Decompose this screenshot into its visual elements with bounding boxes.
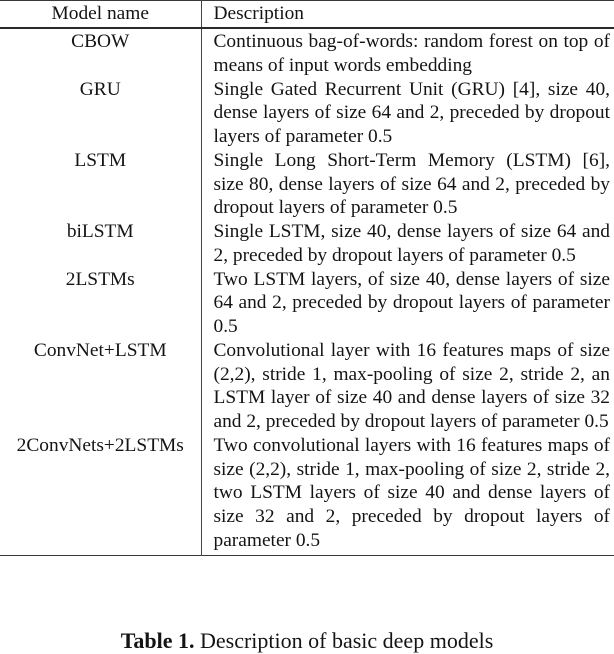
table-row — [0, 434, 614, 555]
column-header-model-name: Model name — [0, 1, 201, 29]
table-row — [0, 78, 614, 149]
model-name-cell: CBOW — [0, 28, 201, 78]
caption-text: Description of basic deep models — [194, 628, 494, 653]
description-cell: Single Gated Recurrent Unit (GRU) [4], size 40, dense layers of size 64 and 2, preceded by dropout layers of parameter 0.5 — [213, 78, 610, 147]
model-name-cell: biLSTM — [0, 220, 201, 268]
description-cell: Two convolutional layers with 16 features maps of size (2,2), stride 1, max-pooling of size 2, stride 2, two LSTM layers of size 40 and dense layers of size 32 and 2, preceded by dropout layers of parameter 0.5 — [213, 434, 610, 551]
table-row — [0, 149, 614, 220]
description-cell: Two LSTM layers, of size 40, dense layers of size 64 and 2, preceded by dropout layers of parameter 0.5 — [213, 268, 610, 337]
model-name-cell: 2LSTMs — [0, 268, 201, 339]
description-cell: Convolutional layer with 16 features maps of size (2,2), stride 1, max-pooling of size 2, stride 2, an LSTM layer of size 40 and dense layers of size 32 and 2, preceded by dropout layers of parameter 0.5 — [213, 339, 610, 432]
model-name-cell: ConvNet+LSTM — [0, 339, 201, 434]
table-header-row — [0, 1, 614, 29]
column-header-description: Description — [213, 3, 304, 25]
description-cell: Continuous bag-of-words: random forest on top of means of input words embedding — [213, 31, 610, 76]
table-row — [0, 339, 614, 434]
table-row — [0, 28, 614, 78]
description-cell: Single LSTM, size 40, dense layers of size 64 and 2, preceded by dropout layers of parameter 0.5 — [213, 221, 610, 266]
caption-label: Table 1. — [120, 628, 195, 653]
table-row — [0, 268, 614, 339]
model-name-cell: 2ConvNets+2LSTMs — [0, 434, 201, 555]
table-caption — [0, 628, 614, 654]
model-name-cell: LSTM — [0, 149, 201, 220]
model-name-cell: GRU — [0, 78, 201, 149]
table-row — [0, 220, 614, 268]
description-cell: Single Long Short-Term Memory (LSTM) [6], size 80, dense layers of size 64 and 2, preceded by dropout layers of parameter 0.5 — [213, 149, 610, 219]
